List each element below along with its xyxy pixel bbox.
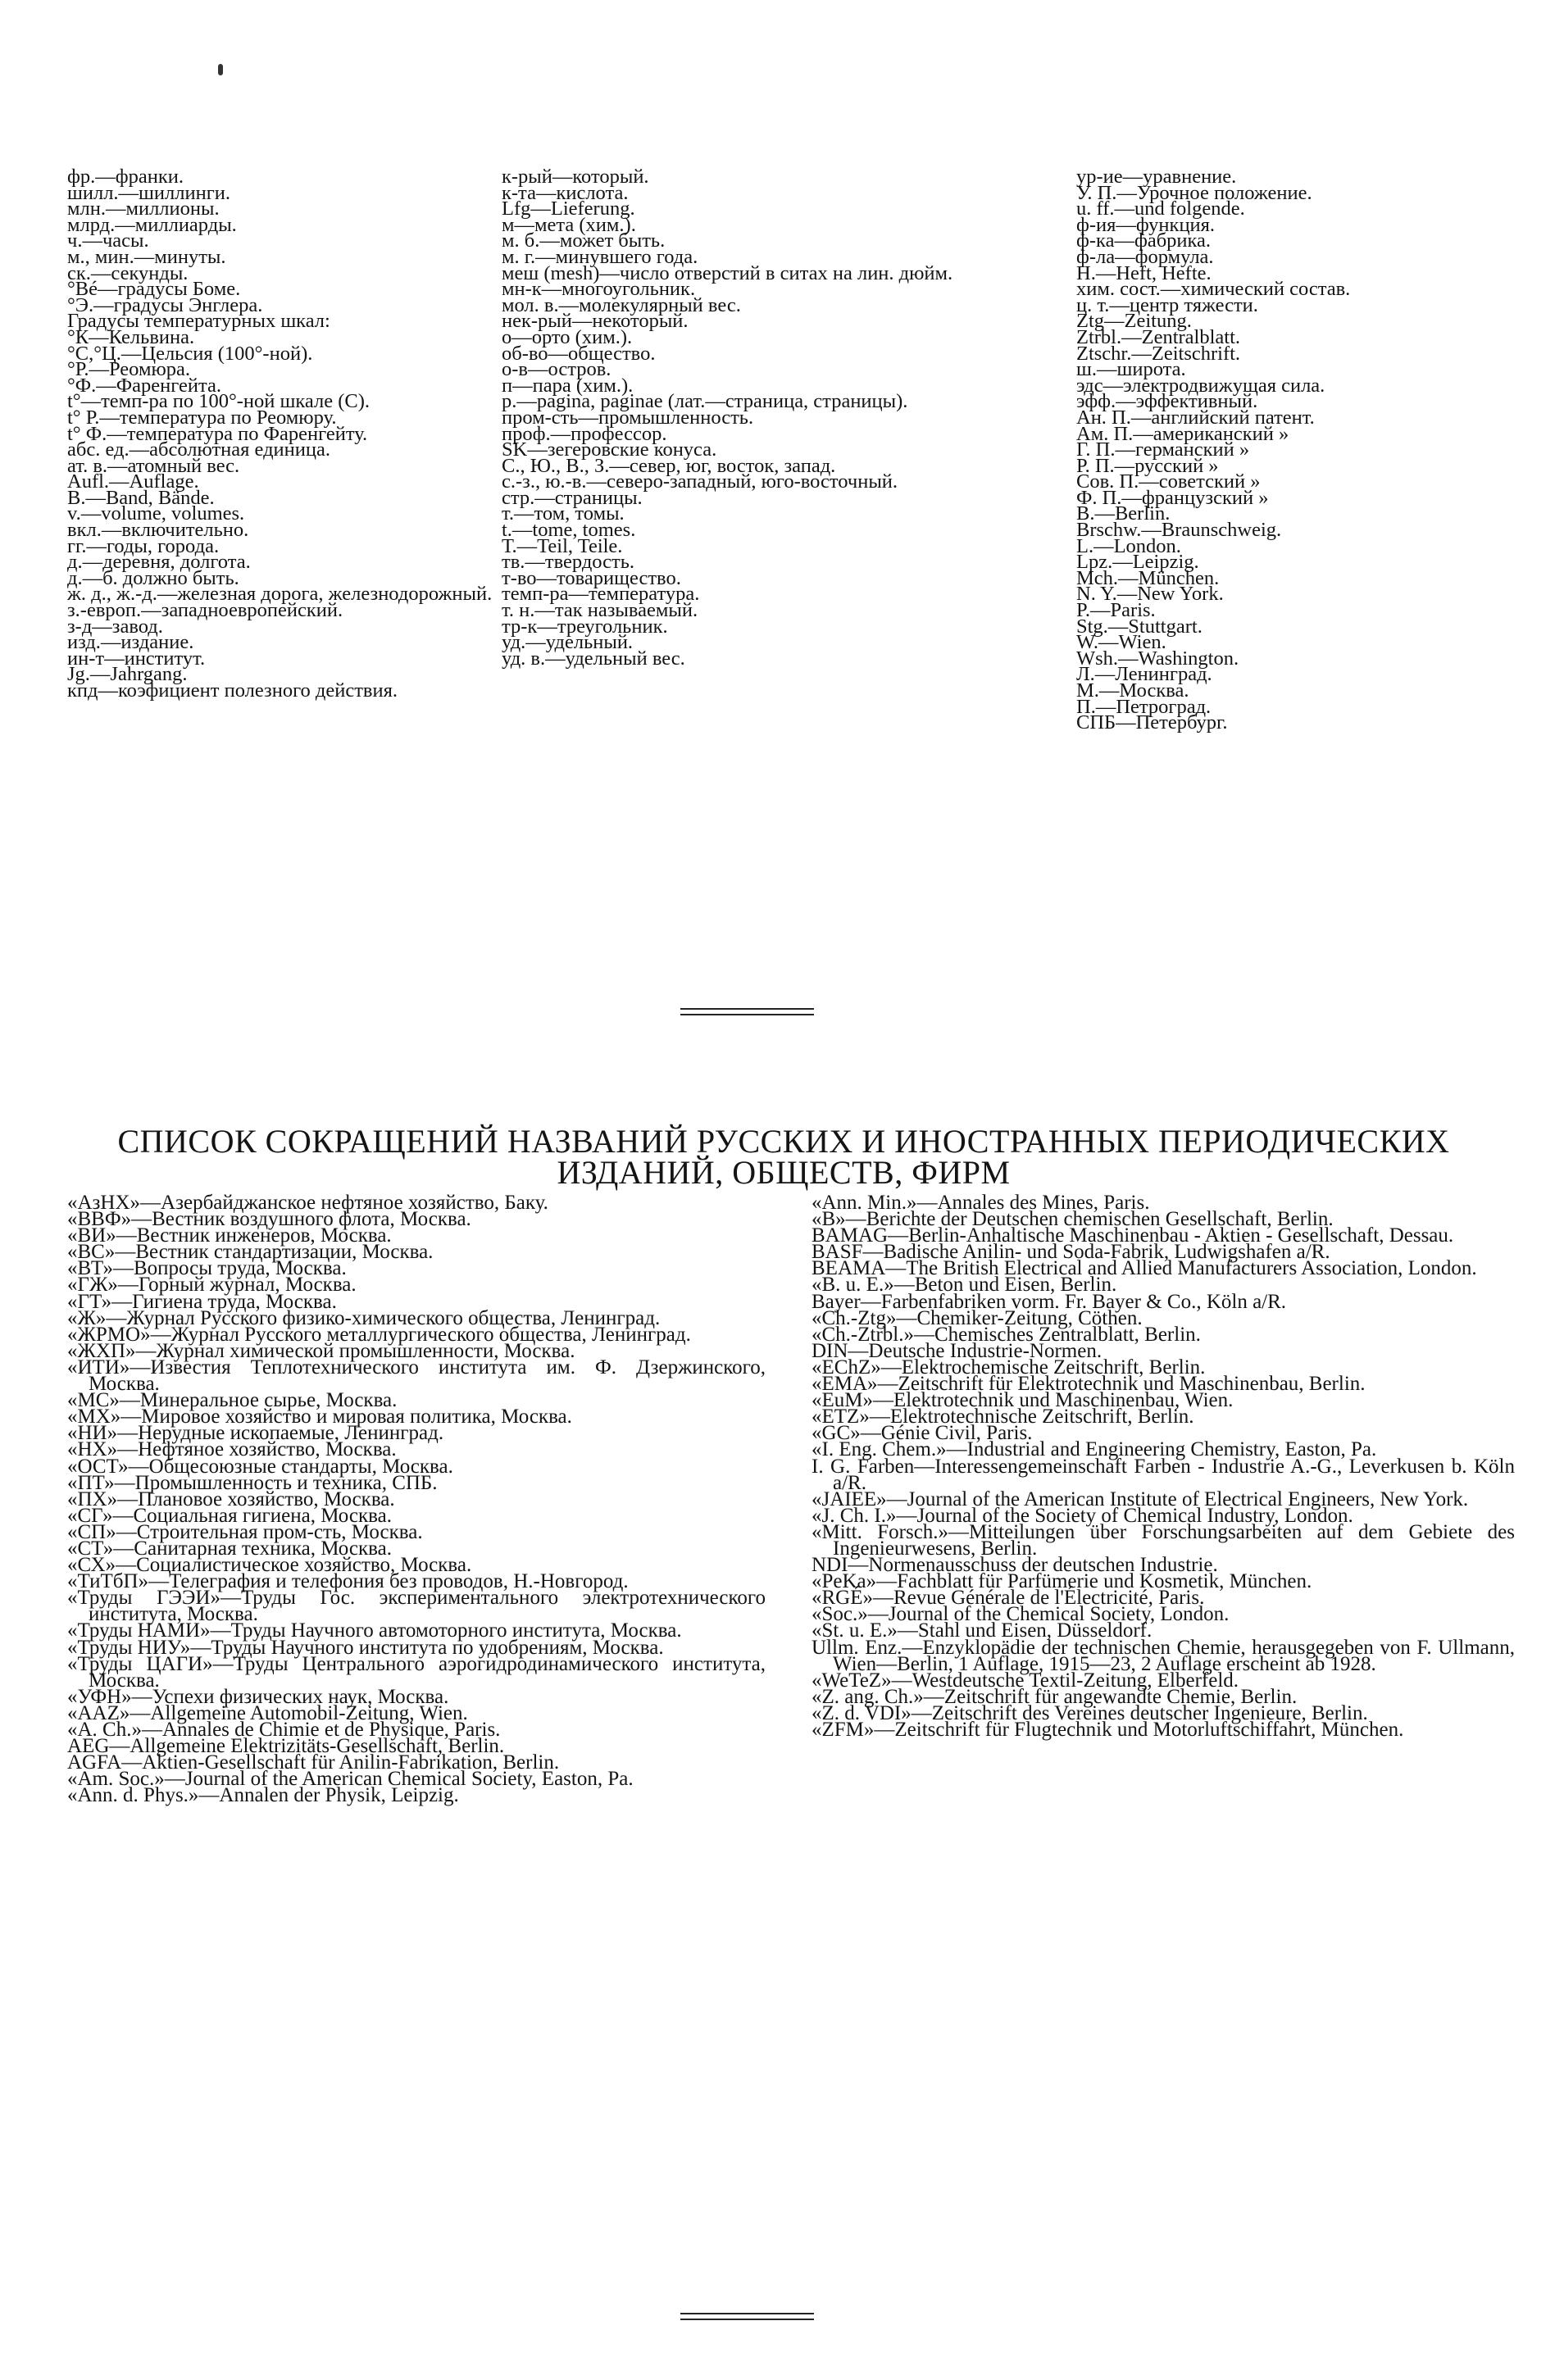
periodical-entry: «Ch.-Ztg»—Chemiker-Zeitung, Cöthen. [812, 1306, 1143, 1329]
abbreviation-entry: Ам. П.—американский » [1076, 422, 1289, 445]
abbreviation-entry: У. П.—Урочное положение. [1076, 181, 1312, 204]
periodical-entry: «Труды НИУ»—Труды Научного института по удобрениям, Москва. [67, 1636, 664, 1659]
periodical-entry: «Ann. d. Phys.»—Annalen der Physik, Leipzig. [67, 1784, 459, 1807]
periodical-entry: «ETZ»—Elektrotechnische Zeitschrift, Berlin. [812, 1406, 1194, 1428]
periodical-entry: NDI—Normenausschuss der deutschen Industrie. [812, 1554, 1218, 1577]
periodicals-column-1 [67, 1192, 766, 1807]
separator-rule [680, 2313, 814, 2314]
abbreviation-entry: д.—б. должно быть. [67, 566, 239, 589]
periodical-entry: I. G. Farben—Interessengemeinschaft Farben - Industrie A.-G., Leverkusen b. Köln a/R. [812, 1455, 1515, 1494]
abbreviation-entry: з-д—завод. [67, 615, 163, 638]
abbreviation-entry: N. Y.—New York. [1076, 583, 1224, 606]
abbreviation-entry: Wsh.—Washington. [1076, 647, 1239, 670]
abbreviation-entry: нек-рый—некоторый. [502, 310, 689, 333]
abbreviation-entry: Stg.—Stuttgart. [1076, 615, 1203, 638]
abbreviation-entry: Ф. П.—французский » [1076, 486, 1269, 509]
abbreviation-entry: Mch.—München. [1076, 566, 1220, 589]
periodical-entry: BAMAG—Berlin-Anhaltische Maschinenbau - Aktien - Gesellschaft, Dessau. [812, 1224, 1454, 1247]
abbreviation-entry: L.—London. [1076, 534, 1181, 557]
abbreviation-entry: Lfg—Lieferung. [502, 198, 635, 220]
abbreviation-entry: изд.—издание. [67, 631, 194, 654]
periodical-entry: «Ж»—Журнал Русского физико-химического общества, Ленинград. [67, 1306, 661, 1329]
abbreviation-entry: t° Ф.—температура по Фаренгейту. [67, 422, 368, 445]
abbreviation-entry: т-во—товарищество. [502, 566, 681, 589]
abbreviation-entry: B.—Band, Bände. [67, 486, 215, 509]
periodical-entry: «GC»—Génie Civil, Paris. [812, 1422, 1033, 1445]
abbreviation-entry: ин-т—институт. [67, 647, 206, 670]
abbreviation-entry: t°—темп-ра по 100°-ной шкале (С). [67, 390, 370, 413]
periodical-entry: «НХ»—Нефтяное хозяйство, Москва. [67, 1438, 397, 1461]
periodical-entry: «Ann. Min.»—Annales des Mines, Paris. [812, 1192, 1150, 1214]
abbreviation-entry: уд. в.—удельный вес. [502, 647, 685, 670]
periodical-entry: «ВТ»—Вопросы труда, Москва. [67, 1257, 347, 1280]
periodical-entry: «AAZ»—Allgemeine Automobil-Zeitung, Wien. [67, 1701, 468, 1724]
periodical-entry: «ГЖ»—Горный журнал, Москва. [67, 1274, 357, 1297]
periodical-entry: Bayer—Farbenfabriken vorm. Fr. Bayer & Co., Köln a/R. [812, 1290, 1287, 1313]
periodical-entry: «СХ»—Социалистическое хозяйство, Москва. [67, 1554, 472, 1577]
abbreviation-entry: Lpz.—Leipzig. [1076, 551, 1199, 574]
periodical-entry: «EMA»—Zeitschrift für Elektrotechnik und Maschinenbau, Berlin. [812, 1373, 1366, 1396]
abbreviation-entry: стр.—страницы. [502, 486, 643, 509]
abbreviation-entry: ф-ка—фабрика. [1076, 229, 1212, 252]
abbreviation-entry: М.—Москва. [1076, 679, 1189, 702]
periodical-entry: AGFA—Aktien-Gesellschaft für Anilin-Fabrikation, Berlin. [67, 1751, 560, 1774]
abbreviation-entry: ат. в.—атомный вес. [67, 454, 240, 477]
periodicals-column-2 [812, 1192, 1515, 1741]
abbreviations-column-2 [502, 166, 1003, 670]
periodical-entry: «I. Eng. Chem.»—Industrial and Engineering Chemistry, Easton, Pa. [812, 1438, 1377, 1461]
abbreviation-entry: вкл.—включительно. [67, 519, 249, 542]
abbreviation-entry: ч.—часы. [67, 229, 149, 252]
periodical-entry: «A. Ch.»—Annales de Chimie et de Physique, Paris. [67, 1719, 501, 1741]
periodical-entry: «АзНХ»—Азербайджанское нефтяное хозяйство, Баку. [67, 1192, 548, 1214]
abbreviation-entry: Градусы температурных шкал: [67, 310, 330, 333]
abbreviation-entry: об-во—общество. [502, 342, 656, 365]
abbreviation-entry: м. г.—минувшего года. [502, 245, 698, 268]
abbreviation-entry: фр.—франки. [67, 166, 184, 188]
periodical-entry: DIN—Deutsche Industrie-Normen. [812, 1339, 1103, 1362]
abbreviation-entry: °Р.—Реомюра. [67, 358, 191, 381]
abbreviation-entry: р.—pagina, paginae (лат.—страница, страницы). [502, 390, 908, 413]
abbreviation-entry: ж. д., ж.-д.—железная дорога, железнодорожный. [67, 583, 493, 606]
abbreviation-entry: т. н.—так называемый. [502, 599, 698, 622]
periodical-entry: «B»—Berichte der Deutschen chemischen Gesellschaft, Berlin. [812, 1208, 1334, 1231]
abbreviation-entry: Г. П.—германский » [1076, 438, 1250, 461]
abbreviation-entry: Н.—Heft, Hefte. [1076, 261, 1212, 284]
periodical-entry: «Soc.»—Journal of the Chemical Society, London. [812, 1603, 1230, 1626]
periodical-entry: «EChZ»—Elektrochemische Zeitschrift, Berlin. [812, 1356, 1206, 1378]
periodical-entry: «ЖРМО»—Журнал Русского металлургического общества, Ленинград. [67, 1323, 691, 1346]
abbreviation-entry: темп-ра—температура. [502, 583, 700, 606]
periodical-entry: BEAMA—The British Electrical and Allied Manufacturers Association, London. [812, 1257, 1477, 1280]
abbreviation-entry: ф-ия—функция. [1076, 213, 1216, 236]
abbreviation-entry: °Bé—градусы Боме. [67, 278, 241, 301]
separator-rule [680, 1014, 814, 1015]
abbreviation-entry: м. б.—может быть. [502, 229, 666, 252]
abbreviation-entry: уд.—удельный. [502, 631, 634, 654]
abbreviations-column-1 [67, 166, 502, 702]
abbreviation-entry: к-рый—который. [502, 166, 649, 188]
section-title: СПИСОК СОКРАЩЕНИЙ НАЗВАНИЙ РУССКИХ И ИНОСТРАННЫХ ПЕРИОДИЧЕСКИХ ИЗДАНИЙ, ОБЩЕСТВ, ФИРМ [117, 1123, 1450, 1191]
abbreviation-entry: P.—Paris. [1076, 599, 1156, 622]
abbreviation-entry: абс. ед.—абсолютная единица. [67, 438, 331, 461]
periodical-entry: «Am. Soc.»—Journal of the American Chemical Society, Easton, Pa. [67, 1768, 634, 1791]
periodical-entry: «WeTeZ»—Westdeutsche Textil-Zeitung, Elberfeld. [812, 1669, 1239, 1692]
periodical-entry: «Mitt. Forsch.»—Mitteilungen über Forschungsarbeiten auf dem Gebiete des Ingenieurwesens, Berlin. [812, 1520, 1515, 1560]
periodical-entry: «Труды ЦАГИ»—Труды Центрального аэрогидродинамического института, Москва. [67, 1652, 766, 1692]
abbreviation-entry: хим. сост.—химический состав. [1076, 278, 1351, 301]
abbreviation-entry: тр-к—треугольник. [502, 615, 668, 638]
abbreviation-entry: к-та—кислота. [502, 181, 629, 204]
separator-rule [680, 1008, 814, 1010]
abbreviation-entry: Сов. П.—советский » [1076, 470, 1261, 493]
abbreviation-entry: млрд.—миллиарды. [67, 213, 237, 236]
periodical-entry: «ВВФ»—Вестник воздушного флота, Москва. [67, 1208, 471, 1231]
abbreviation-entry: гг.—годы, города. [67, 534, 220, 557]
periodical-entry: «СТ»—Санитарная техника, Москва. [67, 1537, 392, 1560]
periodical-entry: «J. Ch. I.»—Journal of the Society of Chemical Industry, London. [812, 1504, 1353, 1527]
abbreviation-entry: м., мин.—минуты. [67, 245, 226, 268]
abbreviation-entry: П.—Петроград. [1076, 695, 1212, 718]
abbreviations-column-3 [1076, 166, 1519, 734]
abbreviation-entry: Ztrbl.—Zentralblatt. [1076, 325, 1241, 348]
abbreviation-entry: B.—Berlin. [1076, 502, 1171, 525]
abbreviation-entry: °С,°Ц.—Цельсия (100°-ной). [67, 342, 313, 365]
abbreviation-entry: д.—деревня, долгота. [67, 551, 251, 574]
abbreviation-entry: тв.—твердость. [502, 551, 635, 574]
periodical-entry: «УФН»—Успехи физических наук, Москва. [67, 1685, 449, 1708]
periodical-entry: «ИТИ»—Известия Теплотехнического института им. Ф. Дзержинского, Москва. [67, 1356, 766, 1396]
periodical-entry: «ОСТ»—Общесоюзные стандарты, Москва. [67, 1455, 453, 1478]
periodical-entry: «ZFM»—Zeitschrift für Flugtechnik und Motorluftschiffahrt, München. [812, 1719, 1404, 1741]
abbreviation-entry: СПБ—Петербург. [1076, 711, 1228, 734]
abbreviation-entry: С., Ю., В., З.—север, юг, восток, запад. [502, 454, 836, 477]
abbreviation-entry: ск.—секунды. [67, 261, 189, 284]
periodical-entry: Ullm. Enz.—Enzyklopädie der technischen Chemie, herausgegeben von F. Ullmann, Wien—Berlin, 1 Auflage, 1915—23, 2 Auflage erscheint ab 1928. [812, 1636, 1515, 1675]
abbreviation-entry: SK—зегеровские конуса. [502, 438, 717, 461]
periodical-entry: «Z. d. VDI»—Zeitschrift des Vereines deutscher Ingenieure, Berlin. [812, 1701, 1368, 1724]
abbreviation-entry: пром-сть—промышленность. [502, 406, 754, 429]
periodical-entry: «ТиТбП»—Телеграфия и телефония без проводов, Н.-Новгород. [67, 1570, 629, 1593]
separator-rule [680, 2319, 814, 2320]
abbreviation-entry: °Ф.—Фаренгейта. [67, 374, 221, 397]
periodical-entry: «ЖХП»—Журнал химической промышленности, Москва. [67, 1339, 575, 1362]
periodical-entry: «ПТ»—Промышленность и техника, СПБ. [67, 1471, 438, 1494]
abbreviation-entry: с.-з., ю.-в.—северо-западный, юго-восточный. [502, 470, 898, 493]
abbreviation-entry: ш.—широта. [1076, 358, 1186, 381]
abbreviation-entry: v.—volume, volumes. [67, 502, 245, 525]
abbreviation-entry: млн.—миллионы. [67, 198, 220, 220]
abbreviation-entry: мол. в.—молекулярный вес. [502, 293, 741, 316]
periodical-entry: «RGÉ»—Revue Générale de l'Électricité, Paris. [812, 1587, 1205, 1610]
abbreviation-entry: t.—tome, tomes. [502, 519, 636, 542]
periodical-entry: «Труды ГЭЭИ»—Труды Гос. экспериментального электротехнического института, Москва. [67, 1587, 766, 1626]
periodical-entry: «B. u. E.»—Beton und Eisen, Berlin. [812, 1274, 1117, 1297]
periodical-entry: «МС»—Минеральное сырье, Москва. [67, 1389, 398, 1412]
abbreviation-entry: эфф.—эффективный. [1076, 390, 1258, 413]
abbreviation-entry: о-в—остров. [502, 358, 612, 381]
abbreviation-entry: Ан. П.—английский патент. [1076, 406, 1315, 429]
periodical-entry: «Труды НАМИ»—Труды Научного автомоторного института, Москва. [67, 1619, 682, 1642]
periodical-entry: «JAIEE»—Journal of the American Institute of Electrical Engineers, New York. [812, 1488, 1469, 1510]
periodical-entry: «МХ»—Мировое хозяйство и мировая политика, Москва. [67, 1406, 572, 1428]
periodical-entry: «Z. ang. Ch.»—Zeitschrift für angewandte Chemie, Berlin. [812, 1685, 1298, 1708]
periodical-entry: «ВИ»—Вестник инженеров, Москва. [67, 1224, 392, 1247]
periodical-entry: «НИ»—Нерудные ископаемые, Ленинград. [67, 1422, 444, 1445]
abbreviation-entry: меш (mesh)—число отверстий в ситах на лин. дюйм. [502, 261, 953, 284]
abbreviation-entry: кпд—коэфициент полезного действия. [67, 679, 398, 702]
abbreviation-entry: ц. т.—центр тяжести. [1076, 293, 1258, 316]
abbreviation-entry: эдс—электродвижущая сила. [1076, 374, 1325, 397]
abbreviation-entry: Ztschr.—Zeitschrift. [1076, 342, 1241, 365]
abbreviation-entry: ф-ла—формула. [1076, 245, 1214, 268]
abbreviation-entry: Aufl.—Auflage. [67, 470, 199, 493]
abbreviation-entry: м—мета (хим.). [502, 213, 636, 236]
abbreviation-entry: шилл.—шиллинги. [67, 181, 230, 204]
scan-mark [218, 64, 223, 75]
abbreviation-entry: Brschw.—Braunschweig. [1076, 519, 1282, 542]
abbreviation-entry: Л.—Ленинград. [1076, 663, 1212, 686]
abbreviation-entry: проф.—профессор. [502, 422, 667, 445]
abbreviation-entry: °Э.—градусы Энглера. [67, 293, 263, 316]
periodical-entry: AEG—Allgemeine Elektrizitäts-Gesellschaft, Berlin. [67, 1735, 505, 1758]
abbreviation-entry: °К—Кельвина. [67, 325, 195, 348]
abbreviation-entry: з.-европ.—западноевропейский. [67, 599, 343, 622]
periodical-entry: «ГТ»—Гигиена труда, Москва. [67, 1290, 337, 1313]
periodical-entry: «St. u. E.»—Stahl und Eisen, Düsseldorf. [812, 1619, 1153, 1642]
abbreviation-entry: t° Р.—температура по Реомюру. [67, 406, 337, 429]
abbreviation-entry: т.—том, томы. [502, 502, 625, 525]
periodical-entry: «EuM»—Elektrotechnik und Maschinenbau, Wien. [812, 1389, 1234, 1412]
periodical-entry: «СП»—Строительная пром-сть, Москва. [67, 1520, 423, 1543]
periodical-entry: «ВС»—Вестник стандартизации, Москва. [67, 1241, 434, 1264]
abbreviation-entry: мн-к—многоугольник. [502, 278, 696, 301]
abbreviation-entry: Т.—Teil, Teile. [502, 534, 623, 557]
abbreviation-entry: ур-ие—уравнение. [1076, 166, 1237, 188]
abbreviation-entry: п—пара (хим.). [502, 374, 634, 397]
periodical-entry: «ПХ»—Плановое хозяйство, Москва. [67, 1488, 395, 1510]
periodical-entry: «СГ»—Социальная гигиена, Москва. [67, 1504, 392, 1527]
periodical-entry: BASF—Badische Anilin- und Soda-Fabrik, Ludwigshafen a/R. [812, 1241, 1330, 1264]
abbreviation-entry: о—орто (хим.). [502, 325, 633, 348]
abbreviation-entry: Р. П.—русский » [1076, 454, 1219, 477]
periodical-entry: «Ch.-Ztrbl.»—Chemisches Zentralblatt, Berlin. [812, 1323, 1201, 1346]
periodical-entry: «PeKa»—Fachblatt für Parfümerie und Kosmetik, München. [812, 1570, 1312, 1593]
abbreviation-entry: u. ff.—und folgende. [1076, 198, 1245, 220]
abbreviation-entry: W.—Wien. [1076, 631, 1166, 654]
abbreviation-entry: Ztg—Zeitung. [1076, 310, 1192, 333]
abbreviation-entry: Jg.—Jahrgang. [67, 663, 188, 686]
